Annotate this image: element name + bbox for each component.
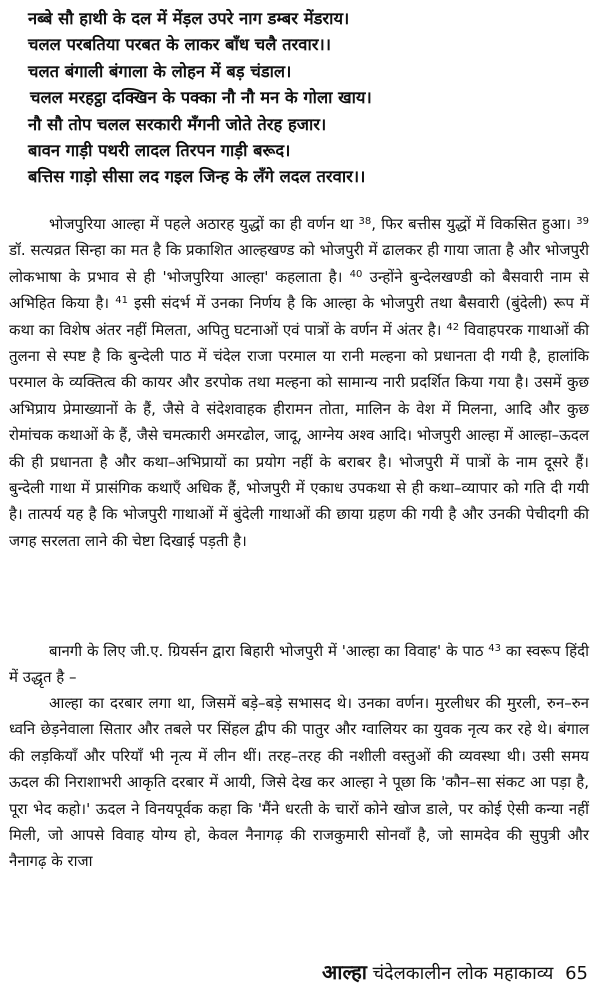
verse-block xyxy=(28,6,588,191)
footnote-ref: 42 xyxy=(446,321,460,333)
page-number: 65 xyxy=(565,963,588,984)
paragraph-text: बानगी के लिए जी.ए. ग्रियर्सन द्वारा बिहारी भोजपुरी में 'आल्हा का विवाह' के पाठ xyxy=(49,642,484,660)
page-footer xyxy=(322,958,588,985)
footnote-ref: 43 xyxy=(488,643,502,654)
footnote-ref: 40 xyxy=(349,268,363,280)
paragraph-text: का स्वरूप हिंदी में उद्धृत है – xyxy=(9,642,589,687)
paragraph-alha-court: आल्हा का दरबार लगा था, जिसमें बड़े–बड़े सभासद थे। उनका वर्णन। मुरलीधर की मुरली, रुन–रुन ध्वनि छेड़नेवाला सितार और तबले पर सिंहल द्वीप की पातुर और ग्वालियर का युवक नृत्य कर रहे थे। बंगाल की लड़कियाँ और परियाँ भी नृत्य में लीन थीं। तरह–तरह की नशीली वस्तुओं की व्यवस्था थी। उसी समय ऊदल की निराशाभरी आकृति दरबार में आयी, जिसे देख कर आल्हा ने पूछा कि 'कौन–सा संकट आ पड़ा है, पूरा भेद कहो।' ऊदल ने विनयपूर्वक कहा कि 'मैंने धरती के चारों कोने खोज डाले, पर कोई ऐसी कन्या नहीं मिली, जो आपसे विवाह योग्य हो, केवल नैनागढ़ की राजकुमारी सोनवाँ है, जो सामदेव की सुपुत्री और नैनागढ़ के राजा xyxy=(9,694,589,871)
footnote-ref: 39 xyxy=(576,216,589,227)
verse-line: चलल मरहट्ठा दक्खिन के पक्का नौ नौ मन के गोला खाय। xyxy=(30,88,372,108)
verse-line: बत्तिस गाड़ो सीसा लद गइल जिन्ह के लँगे लदल तरवार।। xyxy=(28,167,366,187)
paragraph-text: डॉ. सत्यव्रत सिन्हा का मत है कि प्रकाशित आल्हखण्ड को भोजपुरी में ढालकर ही गाया जाता है और भोजपुरी लोकभाषा के प्रभाव से ही 'भोजपुरिया आल्हा' कहलाता है। xyxy=(9,241,589,286)
paragraph-text: विवाहपरक गाथाओं की तुलना से स्पष्ट है कि बुन्देली पाठ में चंदेल राजा परमाल या रानी मल्हना को प्रधानता दी गयी है, हालांकि परमाल के व्यक्तित्व की कायर और डरपोक तथा मल्हना को सामान्य नारी प्रदर्शित किया गया है। उसमें कुछ अभिप्राय प्रेमाख्यानों के हैं, जैसे वे संदेशवाहक हीरामन तोता, मालिन के वेश में मिलना, आदि और कुछ रोमांचक कथाओं के हैं, जैसे चमत्कारी अमरढोल, जादू, आग्नेय अश्व आदि। भोजपुरी आल्हा में आल्हा–ऊदल की ही प्रधानता है और कथा–अभिप्रायों का प्रयोग नहीं के बराबर है। भोजपुरी में पात्रों के नाम दूसरे हैं। बुन्देली गाथा में प्रासंगिक कथाएँ अधिक हैं, भोजपुरी में एकाध उपकथा से ही कथा–व्यापार को गति दी गयी है। तात्पर्य यह है कि भोजपुरी गाथाओं में बुंदेली गाथाओं की छाया ग्रहण की गयी है और उनकी पेचीदगी की जगह सरलता लाने की चेष्टा दिखाई पड़ती है। xyxy=(9,320,589,550)
paragraph-text: भोजपुरिया आल्हा में पहले अठारह युद्धों का ही वर्णन था xyxy=(49,215,354,233)
paragraph-bhojpuri-alha xyxy=(9,211,589,554)
paragraph-text: , फिर बत्तीस युद्धों में विकसित हुआ। xyxy=(371,215,571,233)
footnote-ref: 38 xyxy=(358,216,372,227)
paragraph-sample-intro xyxy=(9,638,589,691)
verse-line: नौ सौ तोप चलल सरकारी मँगनी जोते तेरह हजार। xyxy=(28,114,327,134)
book-title-brand: आल्हा xyxy=(322,960,367,984)
verse-line: चलल परबतिया परबत के लाकर बाँध चलै तरवार।। xyxy=(28,35,331,55)
footnote-ref: 41 xyxy=(115,295,128,307)
book-subtitle: चंदेलकालीन लोक महाकाव्य xyxy=(366,963,554,984)
verse-line: चलत बंगाली बंगाला के लोहन में बड़ चंडाल। xyxy=(28,61,292,81)
paragraph-text: उन्होंने बुन्देलखण्डी को बैसवारी नाम से अभिहित किया है। xyxy=(9,267,589,313)
verse-line: नब्बे सौ हाथी के दल में मेंड़ल उपरे नाग डम्बर मेंडराय। xyxy=(28,9,350,28)
verse-line: बावन गाड़ी पथरी लादल तिरपन गाड़ी बरूद। xyxy=(28,141,291,161)
paragraph-text: इसी संदर्भ में उनका निर्णय है कि आल्हा के भोजपुरी तथा बैसवारी (बुंदेली) रूप में कथा का विशेष अंतर नहीं मिलता, अपितु घटनाओं एवं पात्रों के वर्णन में अंतर है। xyxy=(9,294,589,339)
